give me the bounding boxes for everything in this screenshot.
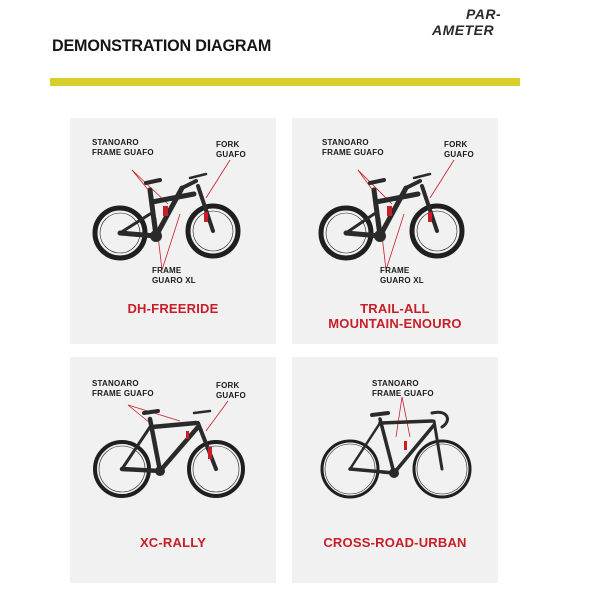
label-seat-frame-guard: STANOARO FRAME GUAFO [92,379,154,398]
category-title: TRAIL-ALL MOUNTAIN-ENOURO [328,301,462,331]
label-fork-guard: FORK GUAFO [444,140,474,159]
panel-cross-road-urban [292,357,498,583]
accent-bar [50,78,520,86]
panel-dh-freeride [70,118,276,344]
label-seat-frame-guard: STANOARO FRAME GUAFO [322,138,384,157]
category-title: DH-FREERIDE [127,301,219,316]
label-seat-frame-guard: STANOARO FRAME GUAFO [372,379,434,398]
logo-line-2: AMETER [432,22,495,38]
label-seat-frame-guard: STANOARO FRAME GUAFO [92,138,154,157]
panel-trail-all-mountain [292,118,498,344]
label-frame-guard-xl: FRAME GUARO XL [152,266,196,285]
brand-logo [430,6,526,42]
label-frame-guard-xl: FRAME GUARO XL [380,266,424,285]
category-title: XC-RALLY [139,535,207,550]
logo-line-1: PAR- [466,6,502,22]
category-title: CROSS-ROAD-URBAN [323,535,467,550]
panel-xc-rally [70,357,276,583]
page-title: DEMONSTRATION DIAGRAM [52,36,272,55]
label-fork-guard: FORK GUAFO [216,381,246,400]
label-fork-guard: FORK GUAFO [216,140,246,159]
